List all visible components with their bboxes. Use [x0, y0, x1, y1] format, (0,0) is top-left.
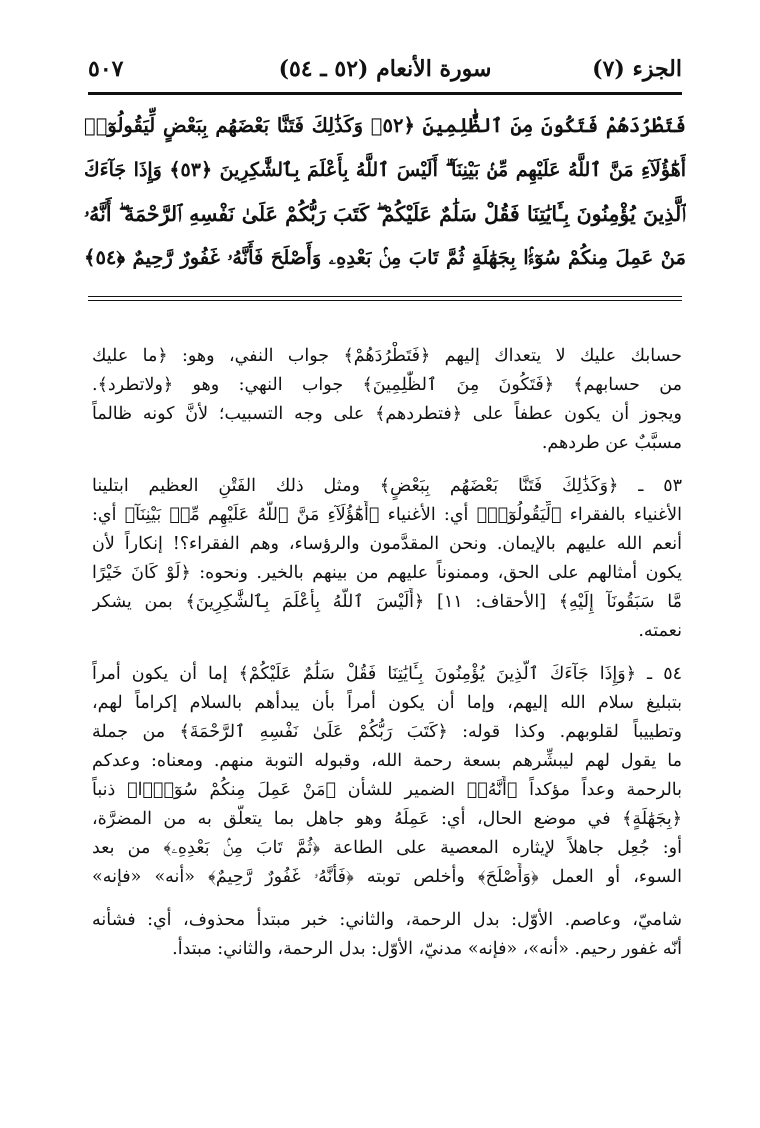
commentary-paragraph — [92, 660, 682, 892]
commentary-line: شاميّ، وعاصم. الأوّل: بدل الرحمة، والثاني: خبر مبتدأ محذوف، أي: فشأنه — [92, 910, 682, 930]
commentary-line: ﴿بِجَهَٰلَةٍ﴾ في موضع الحال، أي: عَمِلَهُ وهو جاهل بما يتعلَّق به من المضرَّة، — [92, 809, 682, 829]
commentary-line: السوء، أو العمل ﴿وَأَصْلَحَ﴾ وأخلص توبته ﴿فَأَنَّهُۥ غَفُورٌ رَّحِيمٌ﴾ «أنه» «فإنه» — [92, 867, 682, 887]
commentary-line: أنّه غفور رحيم. «أنه»، «فإنه» مدنيّ، الأوّل: بدل الرحمة، والثاني: مبتدأ. — [172, 939, 682, 959]
quran-line: فَتَطْرُدَهُمْ فَتَكُونَ مِنَ ٱلظَّٰلِمِينَ ﴿٥٢﴾ وَكَذَٰلِكَ فَتَنَّا بَعْضَهُم بِبَعْضٍ لِّيَقُولُوٓا۟ — [84, 114, 686, 137]
juz-label: الجزء (٧) — [592, 56, 682, 82]
commentary-paragraph — [92, 906, 682, 964]
quran-bottom-rule-2 — [88, 300, 682, 301]
surah-title: سورة الأنعام (٥٢ ـ ٥٤) — [278, 56, 492, 82]
commentary-line: مَّا سَبَقُونَآ إِلَيْهِ﴾ [الأحقاف: ١١] ﴿أَلَيْسَ ٱللَّهُ بِأَعْلَمَ بِٱلشَّٰكِرِينَ﴾ بمن يشكر — [92, 592, 682, 612]
commentary-line: نعمته. — [638, 621, 682, 641]
commentary-line: مسبَّبٌ عن طردهم. — [541, 433, 682, 453]
header-divider — [88, 92, 682, 95]
commentary-line: ٥٤ ـ ﴿وَإِذَا جَآءَكَ ٱلَّذِينَ يُؤْمِنُونَ بِـَٔايَٰتِنَا فَقُلْ سَلَٰمٌ عَلَيْكُمْ﴾ إما أن يكون أمراً — [92, 664, 682, 684]
commentary-line: أنعم الله عليهم بالإيمان. ونحن المقدَّمون والرؤساء، وهم الفقراء؟! إنكاراً لأن — [92, 534, 682, 554]
commentary-line: بتبليغ سلام الله إليهم، وإما أن يكون أمراً بأن يبدأهم بالسلام إكراماً لهم، — [92, 693, 682, 713]
commentary-paragraph — [92, 342, 682, 458]
commentary-line: ما يقول لهم ليبشِّرهم بسعة رحمة الله، وقبوله التوبة منهم. ومعناه: وعدكم — [92, 751, 682, 771]
commentary-line: بالرحمة وعداً مؤكداً ﴿أَنَّهُۥ﴾ الضمير للشأن ﴿مَنْ عَمِلَ مِنكُمْ سُوٓءًۢا﴾ ذنباً — [92, 780, 682, 800]
quran-line: أَهَٰٓؤُلَآءِ مَنَّ ٱللَّهُ عَلَيْهِم مِّنۢ بَيْنِنَآ ۗ أَلَيْسَ ٱللَّهُ بِأَعْلَمَ بِٱلشَّٰكِرِينَ ﴿٥٣﴾ وَإِذَا جَآءَكَ — [84, 159, 686, 181]
commentary-line: ويجوز أن يكون عطفاً على ﴿فتطردهم﴾ على وجه التسبيب؛ لأنَّ كونه ظالماً — [92, 404, 682, 424]
commentary-paragraph — [92, 472, 682, 646]
quran-text-block — [84, 104, 686, 280]
page-header — [88, 52, 682, 88]
commentary-line: من حسابهم﴾ ﴿فَتَكُونَ مِنَ ٱلظَّٰلِمِينَ﴾ جواب النهي: وهو ﴿ولاتطرد﴾. — [92, 375, 682, 395]
commentary-line: الأغنياء بالفقراء ﴿لِّيَقُولُوٓا۟﴾ أي: الأغنياء ﴿أَهَٰٓؤُلَآءِ مَنَّ ٱللَّهُ عَلَيْهِم مِّنۢ بَيْنِنَآ﴾ أي: — [92, 505, 682, 525]
commentary-line: يكون أمثالهم على الحق، وممنوناً عليهم من بينهم بالخير. ونحوه: ﴿لَوْ كَانَ خَيْرًا — [92, 563, 682, 583]
quran-line: ٱلَّذِينَ يُؤْمِنُونَ بِـَٔايَٰتِنَا فَقُلْ سَلَٰمٌ عَلَيْكُمْ ۖ كَتَبَ رَبُّكُمْ عَلَىٰ نَفْسِهِ ٱلرَّحْمَةَ ۖ أَنَّهُۥ — [84, 202, 686, 226]
commentary-line: أو: جُعِل جاهلاً لإيثاره المعصية على الطاعة ﴿ثُمَّ تَابَ مِنۢ بَعْدِهِۦ﴾ من بعد — [92, 838, 682, 858]
commentary-block — [92, 342, 682, 978]
commentary-line: حسابك عليك لا يتعداك إليهم ﴿فَتَطْرُدَهُمْ﴾ جواب النفي، وهو: ﴿ما عليك — [92, 346, 682, 366]
quran-line: مَنْ عَمِلَ مِنكُمْ سُوٓءًۢا بِجَهَٰلَةٍ ثُمَّ تَابَ مِنۢ بَعْدِهِۦ وَأَصْلَحَ فَأَنَّهُۥ غَفُورٌ رَّحِيمٌ ﴿٥٤﴾ — [84, 246, 686, 269]
quran-bottom-rule-1 — [88, 296, 682, 297]
page-number: ٥٠٧ — [88, 56, 124, 82]
commentary-line: وتطييباً لقلوبهم. وكذا قوله: ﴿كَتَبَ رَبُّكُمْ عَلَىٰ نَفْسِهِ ٱلرَّحْمَةَ﴾ من جملة — [92, 722, 682, 742]
commentary-line: ٥٣ ـ ﴿وَكَذَٰلِكَ فَتَنَّا بَعْضَهُم بِبَعْضٍ﴾ ومثل ذلك الفَتْنِ العظيم ابتلينا — [92, 476, 682, 496]
